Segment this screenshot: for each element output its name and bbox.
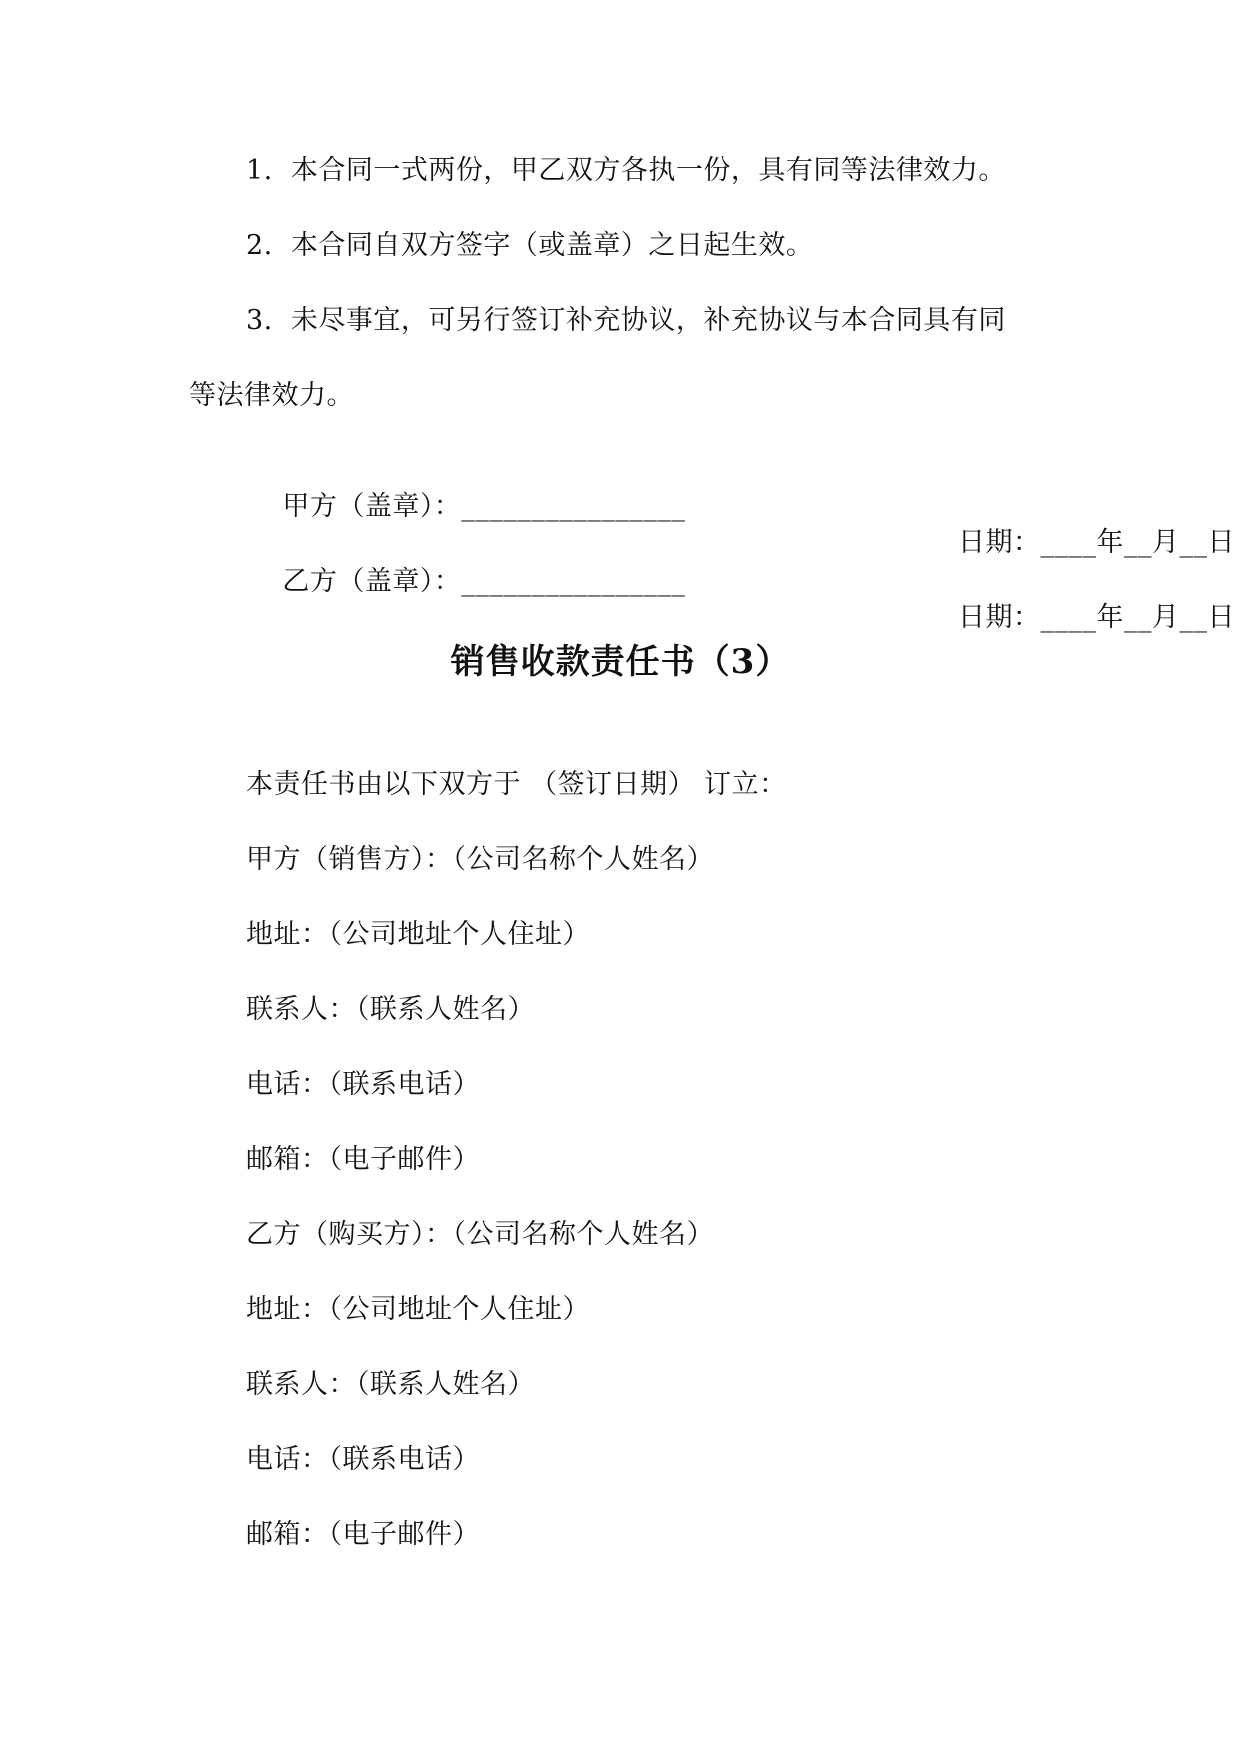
clause-2: 2. 本合同自双方签字（或盖章）之日起生效。 <box>246 230 814 261</box>
party-b-date-field: 日期：____年__月__日 <box>958 602 1235 633</box>
party-b-contact: 联系人：（联系人姓名） <box>246 1369 535 1400</box>
party-a-seal-field: 甲方（盖章）：________________ <box>282 491 686 522</box>
party-b-address: 地址：（公司地址个人住址） <box>246 1294 590 1325</box>
party-a-contact: 联系人：（联系人姓名） <box>246 994 535 1025</box>
party-b-email: 邮箱：（电子邮件） <box>246 1519 480 1550</box>
party-b-phone: 电话：（联系电话） <box>246 1444 480 1475</box>
clause-1: 1. 本合同一式两份，甲乙双方各执一份，具有同等法律效力。 <box>246 155 1006 186</box>
clause-3: 3. 未尽事宜，可另行签订补充协议，补充协议与本合同具有同 <box>246 305 1006 336</box>
party-a-date-field: 日期：____年__月__日 <box>958 527 1235 558</box>
clause-3-continuation: 等法律效力。 <box>189 380 354 411</box>
party-a-phone: 电话：（联系电话） <box>246 1069 480 1100</box>
party-b-seal-field: 乙方（盖章）：________________ <box>282 566 686 597</box>
intro-line: 本责任书由以下双方于 （签订日期） 订立： <box>246 769 787 800</box>
party-a-name: 甲方（销售方）：（公司名称个人姓名） <box>246 844 714 875</box>
section-title: 销售收款责任书（3） <box>450 642 791 682</box>
party-a-address: 地址：（公司地址个人住址） <box>246 919 590 950</box>
party-a-email: 邮箱：（电子邮件） <box>246 1144 480 1175</box>
party-b-name: 乙方（购买方）：（公司名称个人姓名） <box>246 1219 714 1250</box>
